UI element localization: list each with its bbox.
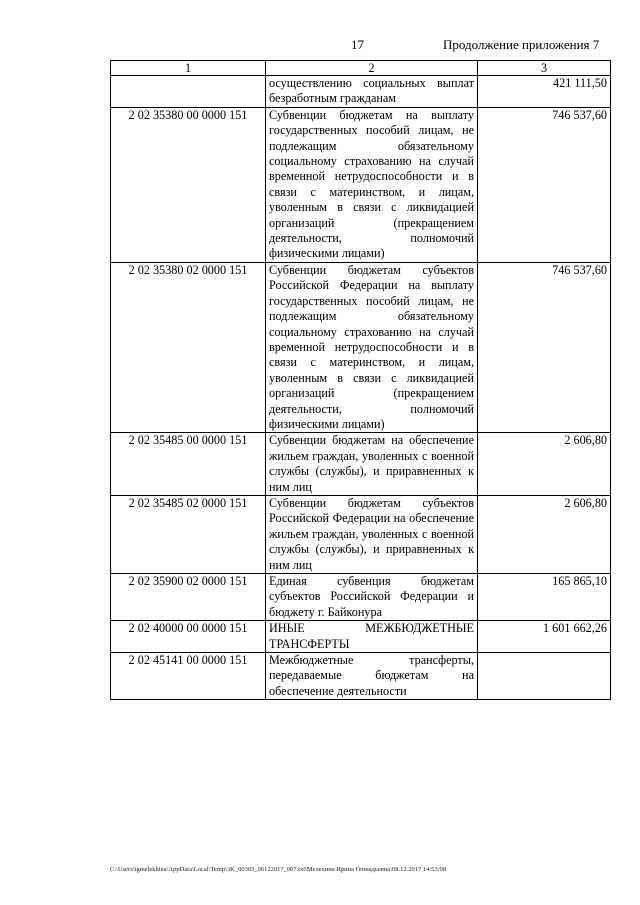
budget-item-name: Субвенции бюджетам на выплату государственных пособий лицам, не подлежащим обязательному социальному страхованию на случай временной нетрудоспособности и в связи с материнством, и лицам, уволенным в связи с ликвидацией организаций (прекращением деятельности, полномочий физическими лицами) [266, 107, 478, 262]
table-row [111, 107, 611, 262]
budget-amount: 1 601 662,26 [478, 621, 611, 653]
budget-amount: 746 537,60 [478, 262, 611, 432]
column-header-code: 1 [111, 61, 266, 76]
table-header-row [111, 61, 611, 76]
table-row [111, 262, 611, 432]
budget-code: 2 02 35380 00 0000 151 [111, 107, 266, 262]
budget-amount: 2 606,80 [478, 495, 611, 573]
budget-table [110, 60, 611, 700]
budget-amount: 2 606,80 [478, 433, 611, 496]
budget-code: 2 02 35380 02 0000 151 [111, 262, 266, 432]
appendix-continuation-label: Продолжение приложения 7 [443, 37, 600, 52]
table-row [111, 653, 611, 700]
budget-amount: 165 865,10 [478, 574, 611, 621]
budget-item-name: Межбюджетные трансферты, передаваемые бюджетам на обеспечение деятельности [266, 653, 478, 700]
budget-item-name: Субвенции бюджетам субъектов Российской Федерации на обеспечение жильем граждан, уволенных с военной службы (службы), и приравненных к ним лиц [266, 495, 478, 573]
document-file-path-footer: C:\Users\igmelekhina\AppData\Local\Temp\3K_00303_06122017_007.txt\Мелехина Ирина Геннадьевна\08.12.2017 14:53:08 [110, 866, 446, 873]
table-row [111, 574, 611, 621]
budget-code: 2 02 35485 02 0000 151 [111, 495, 266, 573]
budget-item-name: осуществлению социальных выплат безработным гражданам [266, 76, 478, 108]
page-number: 17 [351, 37, 364, 52]
table-row [111, 495, 611, 573]
column-header-name: 2 [266, 61, 478, 76]
budget-item-name: ИНЫЕ МЕЖБЮДЖЕТНЫЕ ТРАНСФЕРТЫ [266, 621, 478, 653]
table-row [111, 76, 611, 108]
budget-code: 2 02 40000 00 0000 151 [111, 621, 266, 653]
budget-item-name: Субвенции бюджетам субъектов Российской Федерации на выплату государственных пособий лицам, не подлежащим обязательному социальному страхованию на случай временной нетрудоспособности и в связи с материнством, и лицам, уволенным в связи с ликвидацией организаций (прекращением деятельности, полномочий физическими лицами) [266, 262, 478, 432]
budget-amount [478, 653, 611, 700]
budget-item-name: Субвенции бюджетам на обеспечение жильем граждан, уволенных с военной службы (службы), и приравненных к ним лиц [266, 433, 478, 496]
budget-code [111, 76, 266, 108]
table-row [111, 621, 611, 653]
budget-code: 2 02 35900 02 0000 151 [111, 574, 266, 621]
budget-amount: 746 537,60 [478, 107, 611, 262]
page-header [0, 37, 640, 57]
budget-code: 2 02 45141 00 0000 151 [111, 653, 266, 700]
budget-amount: 421 111,50 [478, 76, 611, 108]
budget-item-name: Единая субвенция бюджетам субъектов Российской Федерации и бюджету г. Байконура [266, 574, 478, 621]
budget-code: 2 02 35485 00 0000 151 [111, 433, 266, 496]
column-header-amount: 3 [478, 61, 611, 76]
table-row [111, 433, 611, 496]
